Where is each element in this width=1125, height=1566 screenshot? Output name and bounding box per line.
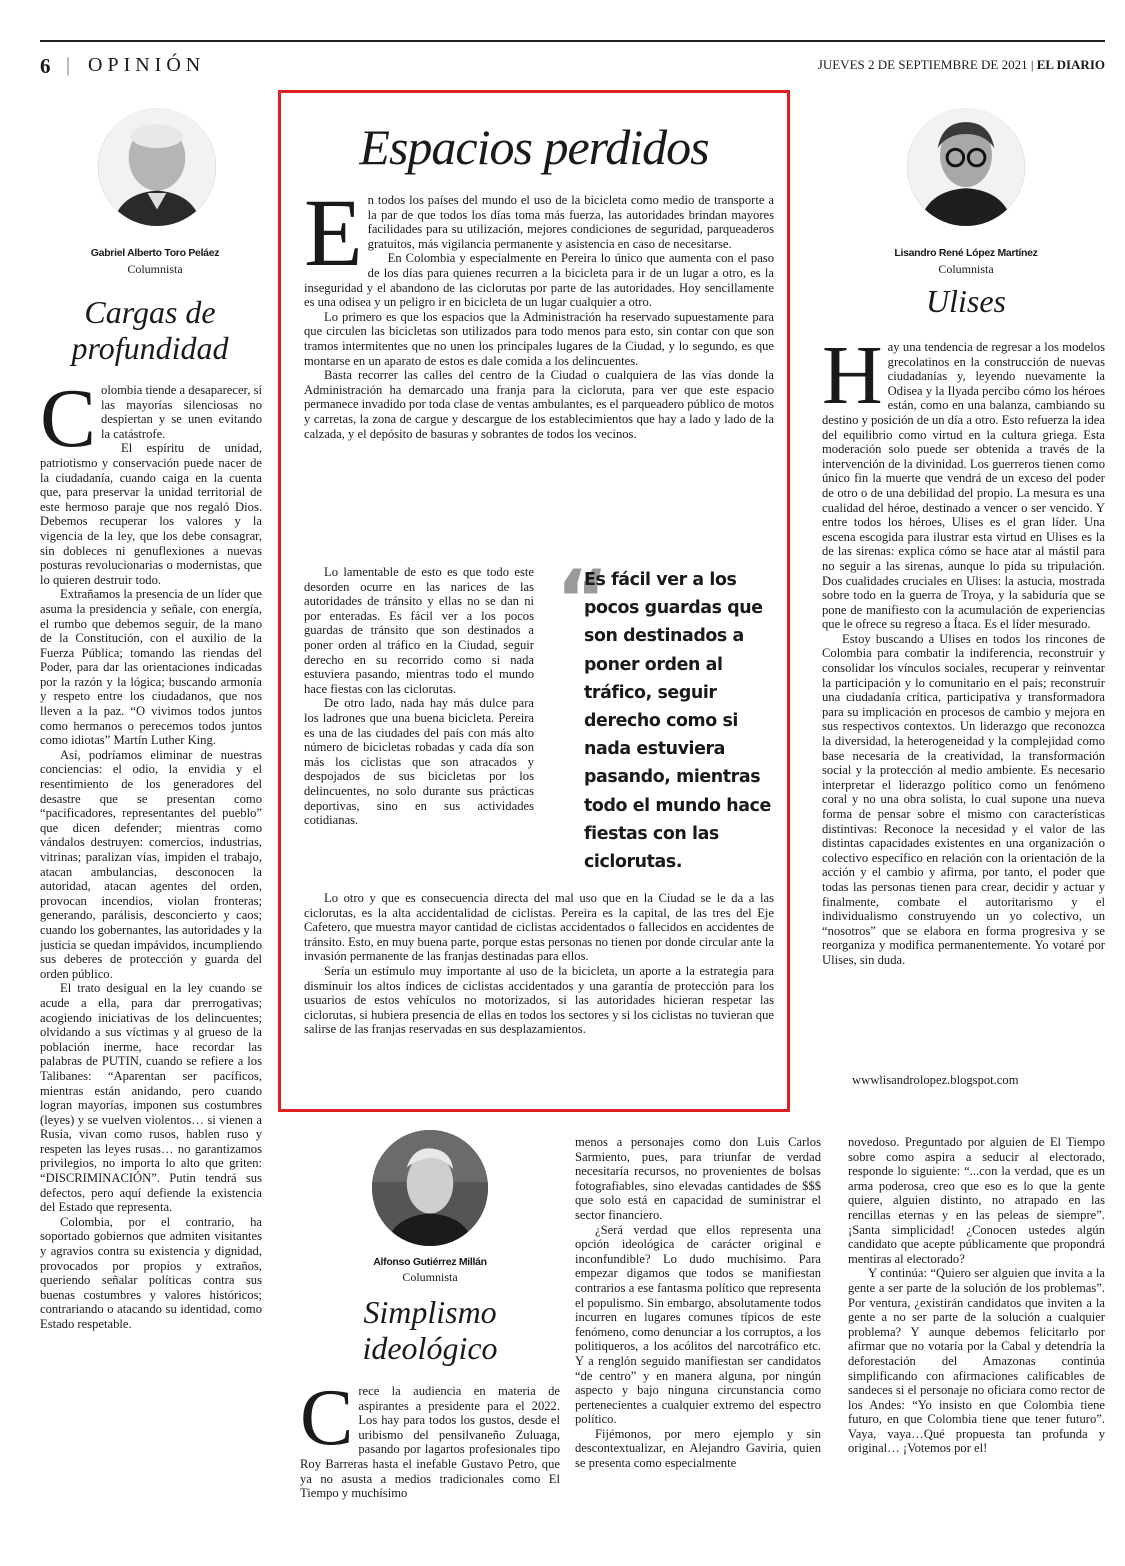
section-name: OPINIÓN (88, 54, 206, 76)
paragraph: En Colombia y especialmente en Pereira lo único que aumenta con el paso de los días para quienes recurren a la bicicleta para ir de un lugar a otro, es la inseguridad y el abandono de las ciclorutas por parte de las autoridades. Hoy sencillamente es una odisea y un peligro ir en bicicleta de un lugar cualquier a otro. (304, 251, 774, 310)
column-body-left (40, 383, 262, 1533)
paragraph: Extrañamos la presencia de un líder que asuma la presidencia y señale, con energía, el rumbo que debemos seguir, de la mano de la Constitución, con el auxilio de la Fuerza Pública; tomando las riendas del Poder, para dar las orientaciones indicadas por la razón y la lógica; buscando armonía y respeto entre los ciudadanos, que nos lleven a la paz. “O vivimos todos juntos como hermanos o perecemos todos juntos como idiotas” Martín Luther King. (40, 587, 262, 748)
featured-article-title: Espacios perdidos (359, 119, 709, 175)
pull-quote: Es fácil ver a los pocos guardas que son destinados a poner orden al tráfico, seguir derecho como si nada estuviera pasando, mientras todo el mundo hace fiestas con las ciclorutas. (584, 570, 771, 873)
paragraph: Lo lamentable de esto es que todo este desorden ocurre en las narices de las autoridades de tránsito y ellas no se dan ni por enteradas. Es fácil ver a los pocos guardas de tránsito que son destinados a poner orden al tráfico en la Ciudad, seguir derecho en su recorrido como si nada estuviera pasando, mientras todo el mundo hace fiestas con las ciclorutas. (304, 565, 534, 696)
column-body-bottom-1 (300, 1384, 560, 1554)
paragraph: n todos los países del mundo el uso de la bicicleta como medio de transporte a la par de que todos los días toma más fuerza, las autoridades brindan mayores facilidades para su utilización, mejores condiciones de seguridad, parqueaderos gratuitos, más vigilancia permanente y asistencia en caso de necesitarse. (367, 193, 774, 251)
issue-date: JUEVES 2 DE SEPTIEMBRE DE 2021 | EL DIARIO (817, 57, 1105, 72)
paragraph: Basta recorrer las calles del centro de la Ciudad o cualquiera de las vías donde la Administración ha demarcado una franja para la cicloruta, para ver que este espacio permanece invadido por toda clase de ventas ambulantes, es el parqueadero público de motos y carretas, la zona de cargue y descargue de los establecimientos que hay a lado y lado de la calzada, y el depósito de basuras y sobrantes de todos los vecinos. (304, 368, 774, 441)
author-name-bottom: Alfonso Gutiérrez Millán (373, 1256, 487, 1268)
paragraph: rece la audiencia en materia de aspirantes a presidente para el 2022. Los hay para todos los gustos, desde el uribismo del pensilvaneño Zuluaga, pasando por lagartos profesionales tipo Roy Barreras hasta el inefable Gustavo Petro, que ya no asusta a medios tradicionales como El Tiempo y muchísimo (300, 1384, 560, 1501)
column-title-bottom: Simplismo ideológico (362, 1294, 498, 1366)
quote-mark-icon: “ (556, 553, 609, 646)
paragraph: De otro lado, nada hay más dulce para los ladrones que una buena bicicleta. Pereira es una de las ciudades del país con más alto número de bicicletas robadas y cada día son más los ciclistas que son atracados y despojados de sus bicicletas por los delincuentes, no solo durante sus prácticas deportivas, sino en sus actividades cotidianas. (304, 696, 534, 828)
paragraph: menos a personajes como don Luis Carlos Sarmiento, pues, para triunfar de verdad necesitaría recursos, no provenientes de bolsas fotografiables, sino elevadas cantidades de $$$ que solo está en capacidad de suministrar el sector financiero. (575, 1135, 821, 1222)
column-body-bottom-3 (848, 1135, 1105, 1555)
author-name-right: Lisandro René López Martínez (894, 247, 1038, 259)
portrait-bottom-icon (372, 1130, 488, 1246)
paragraph: Lo otro y que es consecuencia directa del mal uso que en la Ciudad se le da a las ciclorutas, es la alta accidentalidad de ciclistas. Pereira es la capital, de las tres del Eje Cafetero, que muestra mayor cantidad de ciclistas accidentados o fallecidos en accidentes de tránsito. Esto, en muy buena parte, porque estas personas no tienen por donde circular ante la invasión permanente de las franjas destinadas para ellos. (304, 891, 774, 964)
portrait-right-icon (907, 108, 1025, 226)
column-title-right: Ulises (926, 283, 1006, 319)
paragraph: Fijémonos, por mero ejemplo y sin descontextualizar, en Alejandro Gaviria, quien se presenta como especialmente (575, 1426, 821, 1471)
paragraph: El trato desigual en la ley cuando se acude a ella, para dar prerrogativas; acogiendo iniciativas de los delincuentes; olvidando a sus víctimas y al grueso de la población inerme, hace recordar las palabras de PUTIN, cuando se refiere a los Talibanes: “Aparentan ser pacíficos, mientras están anidando, pero cuando logran mayorías, imponen sus costumbres (leyes) y se vuelven violentos… si vienen a Rusia, vivan como rusos, hablen ruso y respeten las leyes rusas… no garantizamos privilegios, no importa lo alto que griten: “DISCRIMINACIÓN”. Putin tendrá sus defectos, pero aquí defiende la existencia del Estado que representa. (40, 981, 262, 1215)
paragraph: ¿Será verdad que ellos representa una opción ideológica de carácter original e inconfundible? Lo dudo muchísimo. Para empezar digamos que todos se manifiestan contrarios a ese fantasma político que representa el populismo. Sin embargo, absolutamente todos incurren en lugares comunes típicos de este fenómeno, como denunciar a los corruptos, a los politiqueros, a los acólitos del narcotráfico etc. Y a renglón seguido manifiestan ser candidatos “de centro” y en manera alguna, por ningún aspecto y bajo ninguna circunstancia como pertenecientes a cualquier extremo del espectro político. (575, 1222, 821, 1427)
paragraph: novedoso. Preguntado por alguien de El Tiempo sobre como aspira a seducir al electorado, responde lo siguiente: “...con la verdad, que es un arma poderosa, creo que eso es lo que la gente quiere, alguien distinto, no atrapado en las rencillas eternas y en las peleas de siempre”. ¡Santa simplicidad! ¿Conocen ustedes algún candidato que acepte públicamente que propondrá mentiras al electorado? (848, 1135, 1105, 1266)
portrait-left-icon (98, 108, 216, 226)
author-portrait-bottom (372, 1130, 488, 1246)
paragraph: Y continúa: “Quiero ser alguien que invita a la gente a ser parte de la solución de los problemas”. Por ventura, ¿existirán candidatos que inviten a la gente a no ser parte de la solución a cualquier problema? Y aunque debemos felicitarlo por afirmar que no votaría por la Cabal y detendría la deforestación del Amazonas continúa simplificando con afirmaciones calificables de sandeces si el personaje no oficiara como rector de los Andes: “Yo insisto en que Colombia tiene futuro, en que Colombia tiene que tener futuro”. Vaya, vaya…Qué propuesta tan profunda y original… ¡Votemos por el! (848, 1266, 1105, 1456)
header-separator: | (66, 54, 71, 76)
dropcap-center: E (304, 193, 363, 286)
author-portrait-left (98, 108, 216, 226)
column-body-right (822, 340, 1105, 1070)
paragraph: Colombia, por el contrario, ha soportado gobiernos que admiten visitantes y agravios contra su existencia y dignidad, provocados por propios y extraños, queriendo señalar políticas contra sus buenas costumbres y valores históricos; contrariando o atacando su identidad, como Estado respetable. (40, 1214, 262, 1331)
author-role-left: Columnista (127, 262, 183, 276)
dropcap-right: H (822, 340, 883, 422)
paragraph: olombia tiende a desaparecer, sí las mayorías silenciosas no despiertan y se unen evitando la catástrofe. (101, 383, 262, 441)
paragraph: Sería un estímulo muy importante al uso de la bicicleta, un aporte a la estrategia para disminuir los altos índices de ciclistas accidentados y una garantía de protección para los usuarios de estos vehículos no motorizados, si las autoridades hicieran respetar las ciclorutas, si hubiera presencia de ellas en todos los sectores y si los ciclistas no tuvieran que salirse de las franjas reservadas en sus desplazamientos. (304, 963, 774, 1037)
author-name-left: Gabriel Alberto Toro Peláez (90, 247, 220, 259)
dropcap-left: C (40, 383, 97, 465)
column-title-left: Cargas de profundidad (71, 294, 229, 366)
featured-article-body-narrow (304, 565, 534, 890)
paragraph: Lo primero es que los espacios que la Administración ha reservado supuestamente para que circulen las bicicletas son utilizados para todo menos para esto, sin contar con que son tramos intermitentes que no unen los principales lugares de la Ciudad, y lo segundo, es que montarse en un aparato de estos es dale comida a los delincuentes. (304, 309, 774, 368)
page-number: 6 (40, 54, 51, 78)
paragraph: El espíritu de unidad, patriotismo y conservación puede nacer de la ciudadanía, cuando caiga en la cuenta que, para preservar la unidad territorial de este hermoso paraje que nos regaló Dios. Debemos recuperar los valores y la vigencia de la ley, que los debe consagrar, sin dobleces ni genuflexiones a nuevas posturas revolucionarias o modernistas, que lo quieren destruir todo. (40, 441, 262, 587)
featured-article-body-top (304, 193, 774, 563)
author-portrait-right (907, 108, 1025, 226)
paragraph: Estoy buscando a Ulises en todos los rincones de Colombia para combatir la indiferencia, reconstruir y consolidar los vínculos sociales, recuperar y reinventar la participación y lo comunitario en el país; reconstruir una ciudadanía crítica, participativa y transformadora para su implicación en procesos de cambio y mejora en sus respectivos contextos. Un liderazgo que reconozca la diversidad, la heterogeneidad y la complejidad como base necesaria de la creatividad, la transformación social y la protección al medio ambiente. Es necesario interpretar el liderazgo político como un fenómeno coral y no una obra solista, lo cual supone una nueva forma de pensar sobre el mismo con características distintivas: Reconoce la necesidad y el valor de las distintas capacidades existentes en una organización o colectivo específico en relación con la orientación de la acción y el cambio y afirma, por tanto, el poder que todas las personas tienen para crear, decidir y actuar y finalmente, combate el autoritarismo y el individualismo construyendo un yo colectivo, un “nosotros” que se elabora en forma progresiva y se reorganiza y modifica permanentemente. Yo votaré por Ulises, sin duda. (822, 631, 1105, 967)
column-body-bottom-2 (575, 1135, 821, 1555)
paragraph: Así, podríamos eliminar de nuestras conciencias: el odio, la envidia y el resentimiento de los generadores del desastre que se presentan como “pacificadores, representantes del pueblo” que dicen defender; mientras como vándalos destruyen: comercios, industrias, vitrinas; paralizan vías, impiden el trabajo, atacan ambulancias, desconocen la autoridad, atacan agentes del orden, provocan incendios, violan fronteras; generando, parálisis, desconcierto y caos; cuando los gobernantes, las autoridades y la justicia se quedan impávidos, incumpliendo sus deberes de protección y guarda del orden público. (40, 747, 262, 981)
author-role-right: Columnista (938, 262, 994, 276)
author-role-bottom: Columnista (402, 1270, 458, 1284)
dropcap-bottom: C (300, 1384, 354, 1462)
author-website: wwwlisandrolopez.blogspot.com (852, 1073, 1019, 1087)
header-rule (40, 40, 1105, 42)
featured-article-body-bottom (304, 891, 774, 1101)
paragraph: ay una tendencia de regresar a los modelos grecolatinos en la construcción de nuevas ciudadanías y, leyendo nuevamente la Odisea y la Ilyada percibo cómo los héroes están, como en una balanza, cambiando su destino y posición de un día a otro. Esto refuerza la idea del equilibrio como virtud en la cultura griega. Esta moderación solo puede ser obtenida a través de la intervención de la divinidad. Los guerreros tienen como único fin la muerte que vendrá de un exceso del poder de otro o de una debilidad del propio. La mesura es una cualidad del héroe, destinado a vencer o ser vencido. Y entre todos los héroes, Ulises es el gran líder. Una escena escogida para ilustrar esta virtud en Ulises es la de las sirenas: explica cómo se hace atar al mástil para no seguir a las sirenas, aunque lo pida su tripulación. Dos cualidades cruciales en Ulises: la astucia, mostrada sobre todo en la guerra de Troya, y la sabiduría que se pone de manifiesto con la acumulación de experiencias que le ofrece su regreso a Ítaca. Es el líder mesurado. (822, 340, 1105, 632)
